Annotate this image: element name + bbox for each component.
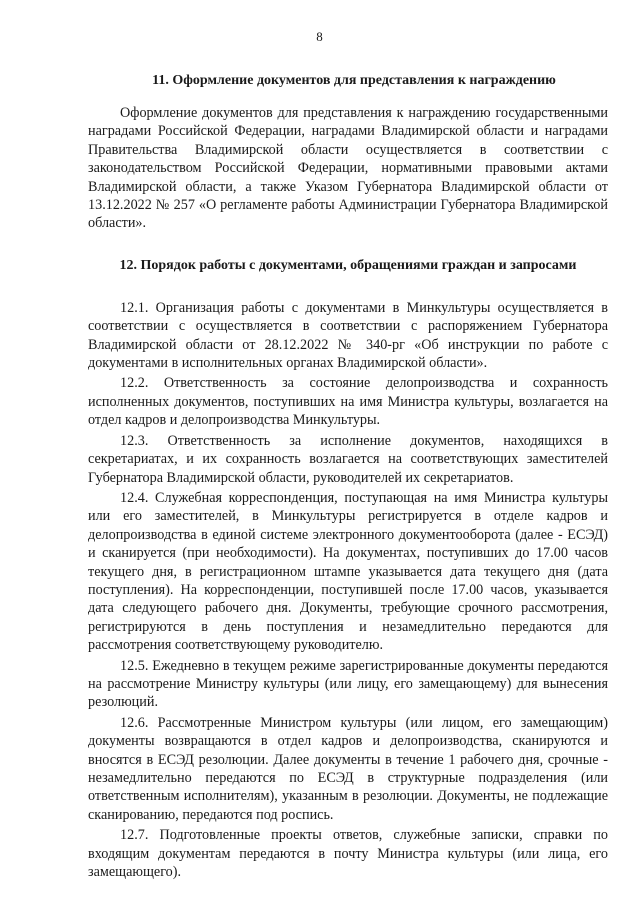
paragraph-12-6: 12.6. Рассмотренные Министром культуры (или лицом, его замещающим) документы возвращаются в отдел кадров и делопроизводства, сканируются и вносятся в ЕСЭД резолюции. Далее документы в течение 1 рабочего дня, срочные - незамедлительно передаются по ЕСЭД в структурные подразделения (или ответственным исполнителям), указанным в резолюции. Документы, не подлежащие сканированию, передаются под роспись.	[88, 714, 608, 823]
paragraph-12-2: 12.2. Ответственность за состояние делопроизводства и сохранность исполненных документов, поступивших на имя Министра культуры, возлагается на отдел кадров и делопроизводства Минкультуры.	[88, 375, 608, 429]
section-11-paragraph: Оформление документов для представления к награждению государственными наградами Российской Федерации, наградами Владимирской области и наградами Правительства Владимирской области осуществляется в соответствии с законодательством Российской Федерации, нормативными правовыми актами Владимирской области, а также Указом Губернатора Владимирской области от 13.12.2022 № 257 «О регламенте работы Администрации Губернатора Владимирской области».	[88, 105, 608, 232]
document-body	[88, 72, 608, 881]
page-number: 8	[316, 29, 323, 44]
section-12-title: 12. Порядок работы с документами, обращениями граждан и запросами	[119, 257, 577, 273]
paragraph-12-1: 12.1. Организация работы с документами в Минкультуры осуществляется в соответствии с осуществляется в соответствии с распоряжением Губернатора Владимирской области от 28.12.2022 № 340-рг «Об инструкции по работе с документами в исполнительных органах Владимирской области».	[88, 299, 608, 372]
paragraph-12-7: 12.7. Подготовленные проекты ответов, служебные записки, справки по входящим документам передаются в почту Министра культуры (или лица, его замещающего).	[88, 827, 608, 881]
section-11-title: 11. Оформление документов для представления к награждению	[152, 73, 556, 88]
paragraph-12-5: 12.5. Ежедневно в текущем режиме зарегистрированные документы передаются на рассмотрение Министру культуры (или лицу, его замещающему) для вынесения резолюций.	[88, 657, 608, 711]
paragraph-12-4: 12.4. Служебная корреспонденция, поступающая на имя Министра культуры или его заместителей, в Минкультуры регистрируется в отделе кадров и делопроизводства в единой системе электронного документооборота (далее - ЕСЭД) и сканируется (при необходимости). На документах, поступивших до 17.00 часов текущего дня, в регистрационном штампе указывается дата текущего дня (дата поступления). На корреспонденции, поступившей после 17.00 часов, указывается дата следующего рабочего дня. Документы, требующие срочного рассмотрения, регистрируются в день поступления и незамедлительно передаются для рассмотрения соответствующему руководителю.	[88, 489, 608, 654]
paragraph-12-3: 12.3. Ответственность за исполнение документов, находящихся в секретариатах, и их сохранность возлагается на соответствующих заместителей Губернатора Владимирской области, руководителей их секретариатов.	[88, 432, 608, 486]
